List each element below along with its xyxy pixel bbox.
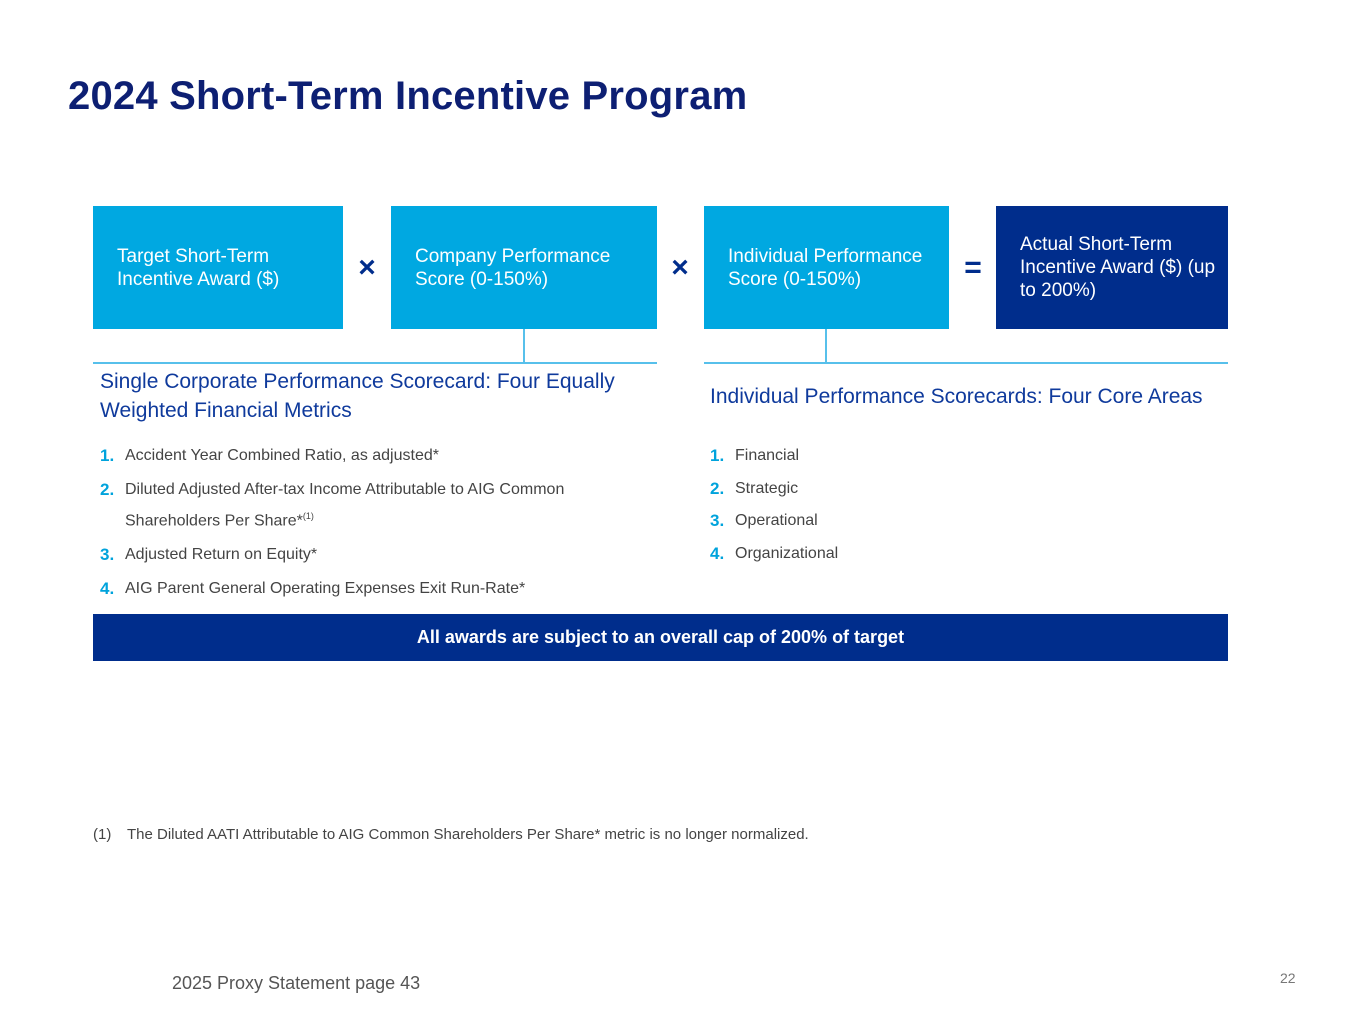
list-text: Strategic — [735, 479, 799, 497]
list-text: Diluted Adjusted After-tax Income Attributable to AIG Common Shareholders Per Share* — [125, 481, 565, 530]
actual-award-label: Actual Short-Term Incentive Award ($) (up to 200%) — [1020, 234, 1216, 301]
company-divider-line — [93, 362, 657, 364]
multiply-icon: × — [358, 251, 376, 284]
list-item — [100, 477, 620, 534]
footnote-mark: (1) — [93, 826, 112, 843]
page-number: 22 — [1280, 970, 1296, 986]
list-item — [100, 576, 620, 602]
individual-connector-line — [825, 329, 827, 363]
list-number: 1. — [100, 446, 115, 465]
list-text: Operational — [735, 512, 818, 529]
multiply-icon: × — [671, 251, 689, 284]
individual-areas-list — [710, 443, 1010, 567]
corporate-metrics-list — [100, 443, 620, 602]
list-text: Adjusted Return on Equity* — [125, 546, 318, 564]
footnote — [93, 826, 809, 843]
list-item — [100, 443, 620, 469]
company-connector-line — [523, 329, 525, 363]
list-item — [710, 541, 1010, 567]
award-cap-text: All awards are subject to an overall cap of 200% of target — [416, 627, 905, 647]
award-cap-banner — [93, 614, 1228, 661]
list-number: 3. — [100, 545, 115, 565]
equals-icon: = — [964, 251, 982, 284]
actual-award-box — [996, 206, 1228, 329]
list-text: AIG Parent General Operating Expenses Exit Run-Rate* — [125, 580, 526, 598]
footnote-text: The Diluted AATI Attributable to AIG Common Shareholders Per Share* metric is no longer normalized. — [127, 826, 809, 843]
company-score-box — [391, 206, 657, 329]
list-number: 4. — [100, 579, 115, 599]
list-number: 1. — [710, 446, 725, 465]
list-number: 2. — [100, 480, 115, 499]
list-number: 3. — [710, 511, 725, 530]
list-number: 4. — [710, 543, 725, 563]
individual-score-label: Individual Performance Score (0-150%) — [728, 245, 923, 290]
list-item — [710, 508, 1010, 534]
individual-score-box — [704, 206, 949, 329]
list-text: Accident Year Combined Ratio, as adjusted* — [125, 447, 439, 464]
list-text: Organizational — [735, 544, 839, 562]
list-item — [100, 542, 620, 568]
source-citation: 2025 Proxy Statement page 43 — [172, 973, 421, 993]
list-number: 2. — [710, 478, 725, 498]
individual-divider-line — [704, 362, 1228, 364]
target-award-box — [93, 206, 343, 329]
page-title: 2024 Short-Term Incentive Program — [68, 74, 748, 118]
corporate-scorecard-heading: Single Corporate Performance Scorecard: Four Equally Weighted Financial Metrics — [100, 370, 615, 422]
list-text: Financial — [735, 447, 800, 464]
list-item — [710, 443, 1010, 469]
individual-scorecard-heading: Individual Performance Scorecards: Four Core Areas — [710, 385, 1203, 408]
company-score-label: Company Performance Score (0-150%) — [415, 245, 611, 290]
list-item — [710, 476, 1010, 502]
target-award-label: Target Short-Term Incentive Award ($) — [117, 245, 280, 290]
footnote-reference: (1) — [302, 511, 314, 521]
